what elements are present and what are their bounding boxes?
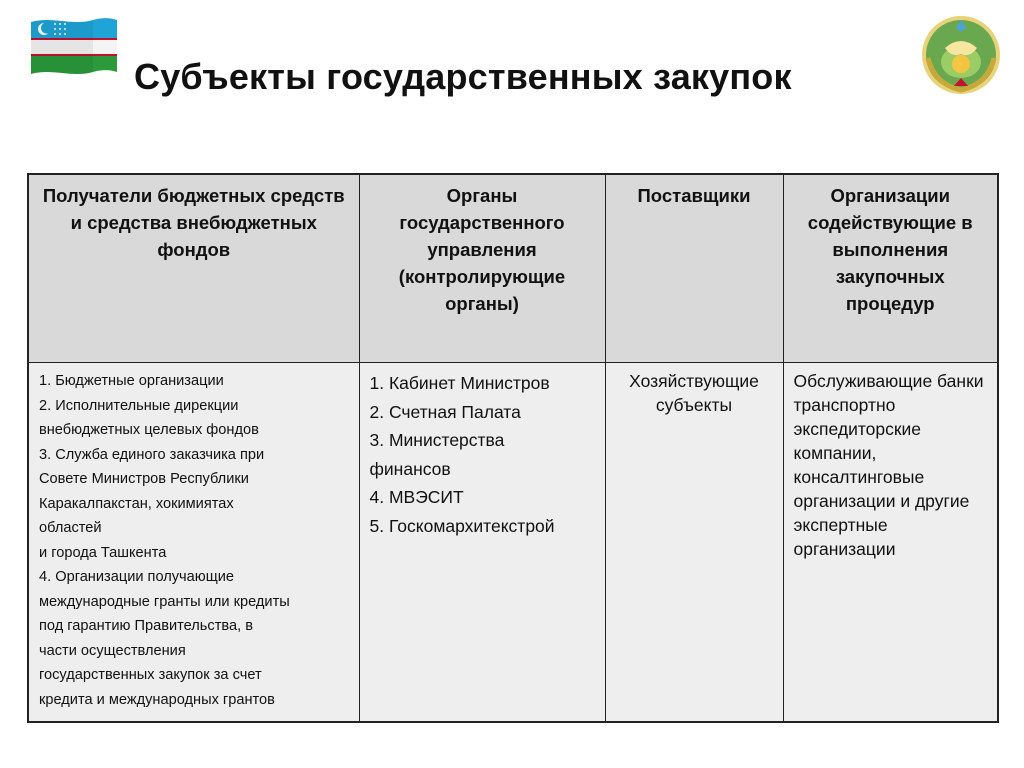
list-item: 4. Организации получающие bbox=[39, 569, 234, 585]
list-item: Совете Министров Республики bbox=[39, 471, 249, 487]
header-budget-recipients: Получатели бюджетных средств и средства внебюджетных фондов bbox=[28, 174, 359, 363]
list-item: 3. Министерства bbox=[369, 430, 505, 450]
list-item: 2. Счетная Палата bbox=[369, 401, 521, 422]
page-title: Субъекты государственных закупок bbox=[134, 56, 792, 97]
cell-budget-recipients bbox=[28, 363, 359, 723]
list-item: 4. МВЭСИТ bbox=[369, 487, 464, 507]
table-row bbox=[28, 363, 998, 723]
header-government-bodies: Органы государственного управления (контролирующие органы) bbox=[359, 174, 605, 363]
flag-uzbekistan-icon bbox=[27, 16, 119, 78]
list-item: внебюджетных целевых фондов bbox=[39, 422, 259, 438]
list-item: кредита и международных грантов bbox=[39, 691, 275, 708]
suppliers-text: Хозяйствующие субъекты bbox=[629, 371, 759, 415]
list-item: 1. Кабинет Министров bbox=[369, 373, 550, 393]
header-suppliers: Поставщики bbox=[605, 174, 783, 363]
list-item: Каракалпакстан, хокимиятах bbox=[39, 495, 234, 512]
list-item: 2. Исполнительные дирекции bbox=[39, 397, 239, 414]
list-item: областей bbox=[39, 520, 102, 536]
list-item: международные гранты или кредиты bbox=[39, 593, 290, 610]
table-header-row bbox=[28, 174, 998, 363]
header-assisting-organizations: Организации содействующие в выполнения закупочных процедур bbox=[783, 174, 998, 363]
cell-suppliers bbox=[605, 363, 783, 723]
list-item: и города Ташкента bbox=[39, 544, 167, 561]
list-item: государственных закупок за счет bbox=[39, 667, 262, 683]
list-item: 5. Госкомархитекстрой bbox=[369, 515, 555, 536]
list-item: финансов bbox=[369, 458, 451, 479]
cell-assisting-organizations bbox=[783, 363, 998, 723]
list-item: части осуществления bbox=[39, 642, 186, 659]
emblem-uzbekistan-icon bbox=[920, 14, 1002, 96]
list-item: под гарантию Правительства, в bbox=[39, 618, 253, 634]
assisting-organizations-text: Обслуживающие банки транспортно экспедиторские компании, консалтинговые организации и другие экспертные организации bbox=[793, 371, 984, 559]
list-item: 1. Бюджетные организации bbox=[39, 373, 224, 389]
procurement-subjects-table bbox=[27, 173, 999, 723]
list-item: 3. Служба единого заказчика при bbox=[39, 446, 265, 463]
cell-government-bodies bbox=[359, 363, 605, 723]
